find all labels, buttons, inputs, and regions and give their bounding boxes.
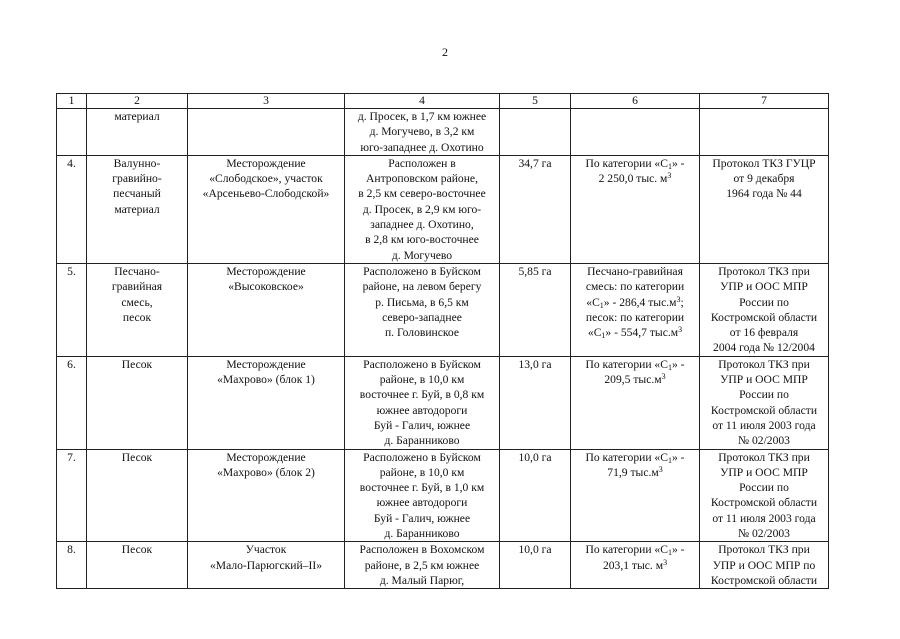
deposit-name-cell [188,542,345,589]
location-text: Расположен в Антроповском районе, в 2,5 км северо-восточнее д. Просек, в 2,9 км юго- западнее д. Охотино, в 2,8 км юго-восточнее д. Могучево [358,156,486,262]
location-text: Расположено в Буйском районе, в 10,0 км восточнее г. Буй, в 1,0 км южнее автодороги Буй - Галич, южнее д. Баранниково [359,450,485,541]
column-header: 4 [345,94,500,109]
reserves-text: По категории «$С_1$» - 2 250,0 тыс. $м^3$ [585,156,685,186]
row-number-text: 7. [67,450,76,464]
area-text: 10,0 га [518,450,552,464]
deposit-name-cell [188,449,345,542]
deposit-name-cell [188,263,345,356]
row-number-cell [57,109,87,156]
reserves-cell [571,109,700,156]
reserves-cell [571,542,700,589]
material-type-text: Песчано- гравийная смесь, песок [111,264,163,324]
column-header: 7 [700,94,829,109]
column-header: 6 [571,94,700,109]
row-number-text: 4. [67,156,76,170]
material-type-cell [87,155,188,263]
column-header: 5 [500,94,571,109]
deposit-name-text: Месторождение «Махрово» (блок 1) [217,357,315,387]
material-type-cell [87,263,188,356]
location-text: Расположено в Буйском районе, в 10,0 км восточнее г. Буй, в 0,8 км южнее автодороги Буй - Галич, южнее д. Баранниково [359,357,485,448]
reserves-cell [571,356,700,449]
material-type-text: Песок [121,357,153,371]
table-row [57,109,829,156]
location-text: Расположен в Вохомском районе, в 2,5 км южнее д. Малый Парюг, [359,543,485,587]
protocol-cell [700,155,829,263]
deposit-name-cell [188,155,345,263]
area-cell [500,449,571,542]
reserves-cell [571,155,700,263]
column-number-header-row [57,94,829,109]
material-type-cell [87,356,188,449]
reserves-text: Песчано-гравийная смесь: по категории «$С_1$» - 286,4 $тыс.м^3$; песок: по категории «$С_1$» - 554,7 $тыс.м^3$ [585,264,685,341]
area-text: 10,0 га [518,543,552,557]
material-type-text: Песок [121,543,153,557]
deposit-name-cell [188,356,345,449]
location-cell [345,542,500,589]
area-cell [500,109,571,156]
table-row [57,449,829,542]
location-cell [345,263,500,356]
reserves-text: По категории «$С_1$» - 71,9 $тыс.м^3$ [585,450,685,479]
protocol-text: Протокол ТКЗ ГУЦР от 9 декабря 1964 года № 44 [712,156,816,201]
protocol-cell [700,449,829,542]
row-number-text: 8. [67,543,76,557]
row-number-cell [57,356,87,449]
reserves-text: По категории «$С_1$» - 203,1 тыс. $м^3$ [585,543,685,572]
protocol-cell [700,356,829,449]
area-cell [500,263,571,356]
table-row [57,356,829,449]
column-header: 1 [57,94,87,109]
location-text: Расположено в Буйском районе, на левом берегу р. Письма, в 6,5 км северо-западнее п. Головинское [362,264,482,340]
row-number-text: 5. [67,264,76,278]
area-cell [500,155,571,263]
table-row [57,263,829,356]
material-type-cell [87,449,188,542]
table-row [57,155,829,263]
area-text: 5,85 га [518,264,552,278]
material-type-text: Песок [121,450,153,464]
material-type-cell [87,542,188,589]
location-cell [345,155,500,263]
protocol-text: Протокол ТКЗ при УПР и ООС МПР по Костромской области [710,543,818,587]
area-cell [500,356,571,449]
material-type-text: материал [114,110,160,123]
location-text: д. Просек, в 1,7 км южнее д. Могучево, в 3,2 км юго-западнее д. Охотино [357,110,487,154]
column-header: 3 [188,94,345,109]
deposit-name-cell [188,109,345,156]
row-number-cell [57,449,87,542]
column-header: 2 [87,94,188,109]
area-text: 34,7 га [518,156,552,170]
reserves-cell [571,263,700,356]
location-cell [345,356,500,449]
deposit-name-text: Участок «Мало-Парюгский–II» [209,543,323,572]
protocol-text: Протокол ТКЗ при УПР и ООС МПР России по Костромской области от 11 июля 2003 года № 02/2003 [710,450,818,541]
protocol-text: Протокол ТКЗ при УПР и ООС МПР России по Костромской области от 16 февраля 2004 года № 12/2004 [710,264,818,355]
location-cell [345,449,500,542]
reserves-cell [571,449,700,542]
material-type-cell [87,109,188,156]
area-cell [500,542,571,589]
deposits-table [56,93,829,589]
deposit-name-text: Месторождение «Махрово» (блок 2) [217,450,315,479]
material-type-text: Валунно- гравийно- песчаный материал [112,156,162,216]
location-cell [345,109,500,156]
table-row [57,542,829,589]
reserves-text: По категории «$С_1$» - 209,5 $тыс.м^3$ [585,357,685,387]
protocol-cell [700,263,829,356]
area-text: 13,0 га [518,357,552,371]
protocol-cell [700,542,829,589]
protocol-cell [700,109,829,156]
protocol-text: Протокол ТКЗ при УПР и ООС МПР России по Костромской области от 11 июля 2003 года № 02/2003 [710,357,818,448]
row-number-cell [57,542,87,589]
deposit-name-text: Месторождение «Высоковское» [226,264,306,294]
deposit-name-text: Месторождение «Слободское», участок «Арсеньево-Слободской» [202,156,330,201]
row-number-text: 6. [67,357,76,371]
row-number-cell [57,155,87,263]
row-number-cell [57,263,87,356]
page-number: 2 [442,45,448,59]
